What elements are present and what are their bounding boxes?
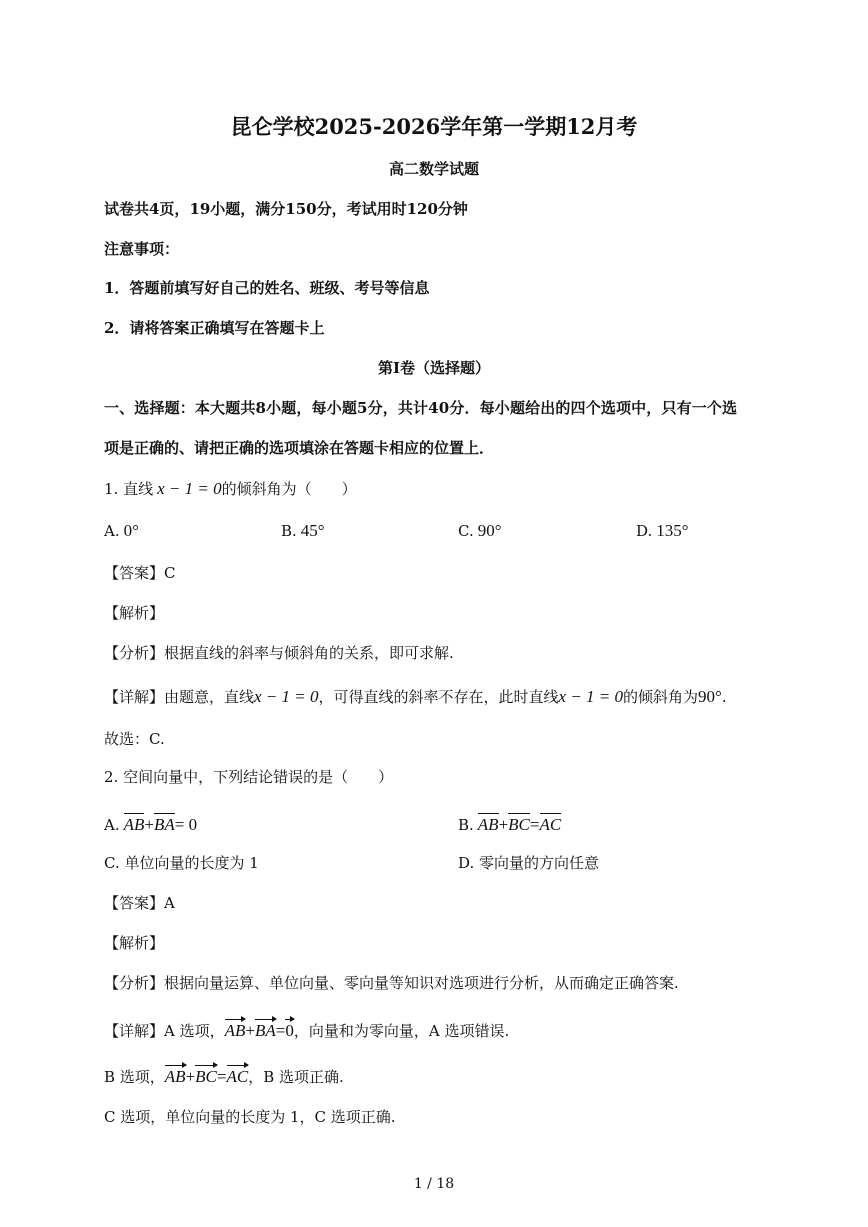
q1-analysis-label: 【解析】 (104, 604, 165, 622)
vector-ab: AB (124, 812, 145, 836)
option-value: 45° (300, 521, 325, 540)
q2-option-d: D. 零向量的方向任意 (458, 854, 600, 872)
detail-text: 【详解】A 选项， (104, 1022, 225, 1040)
vector-bc: BC (195, 1064, 217, 1088)
option-value: 90° (477, 521, 502, 540)
equals-sign: = (529, 815, 540, 834)
q1-option-c (458, 520, 502, 542)
notice-title: 注意事项： (104, 240, 180, 258)
option-value: 135° (656, 521, 689, 540)
vector-ba: BA (255, 1018, 276, 1042)
detail-text: 的倾斜角为 (623, 688, 699, 706)
option-label: B. (281, 522, 297, 540)
page-subtitle: 高二数学试题 (388, 160, 479, 178)
q2-stem: 2. 空间向量中，下列结论错误的是（ ） (104, 768, 394, 786)
option-label: D. (636, 522, 653, 540)
vector-ac: AC (227, 1064, 249, 1088)
vector-ab: AB (165, 1064, 186, 1088)
equals-zero: = 0 (174, 815, 198, 834)
q1-answer: 【答案】C (104, 564, 176, 582)
q1-option-a (104, 520, 139, 542)
plus-sign: + (498, 815, 509, 834)
notice-item-1: 1．答题前填写好自己的姓名、班级、考号等信息 (104, 279, 430, 297)
page-number: 1 / 18 (413, 1176, 455, 1192)
equals-sign: = (216, 1067, 227, 1086)
zero-vector: 0 (285, 1018, 294, 1042)
vector-ba: BA (154, 812, 175, 836)
detail-angle: 90° (698, 687, 722, 706)
q1-option-b (281, 520, 325, 542)
q1-analysis-text: 【分析】根据直线的斜率与倾斜角的关系，即可求解. (104, 644, 454, 662)
q1-prefix: 1. 直线 (104, 480, 154, 498)
q1-stem (104, 478, 357, 500)
q1-option-d (636, 520, 689, 542)
q2-detail-b (104, 1064, 344, 1088)
detail-text: ，向量和为零向量，A 选项错误. (293, 1022, 510, 1040)
notice-item-2: 2．请将答案正确填写在答题卡上 (104, 319, 325, 337)
vector-ab: AB (225, 1018, 246, 1042)
plus-sign: + (185, 1067, 196, 1086)
exam-info: 试卷共4页，19小题，满分150分，考试用时120分钟 (104, 200, 468, 218)
q2-answer: 【答案】A (104, 894, 175, 912)
q2-option-c: C. 单位向量的长度为 1 (104, 854, 259, 872)
q1-suffix: 的倾斜角为（ ） (221, 480, 357, 498)
option-label: C. (458, 522, 474, 540)
option-label: B. (458, 816, 474, 834)
vector-ac: AC (540, 812, 562, 836)
section-instruction-1: 一、选择题：本大题共8小题，每小题5分，共计40分．每小题给出的四个选项中，只有一个选 (104, 399, 738, 417)
q2-option-a (104, 812, 197, 836)
q2-detail-c: C 选项，单位向量的长度为 1，C 选项正确. (104, 1108, 396, 1126)
plus-sign: + (144, 815, 154, 834)
q2-option-b (458, 812, 561, 836)
vector-ab: AB (478, 812, 499, 836)
q2-analysis-label: 【解析】 (104, 934, 165, 952)
detail-equation: x − 1 = 0 (558, 687, 624, 706)
detail-text: 【详解】由题意，直线 (104, 688, 255, 706)
detail-period: . (721, 688, 727, 706)
q2-analysis-text: 【分析】根据向量运算、单位向量、零向量等知识对选项进行分析，从而确定正确答案. (104, 974, 679, 992)
q1-detail (104, 686, 727, 708)
section-title: 第I卷（选择题） (377, 359, 491, 377)
q1-equation: x − 1 = 0 (157, 479, 222, 498)
equals-sign: = (275, 1021, 286, 1040)
detail-equation: x − 1 = 0 (254, 687, 319, 706)
vector-bc: BC (508, 812, 530, 836)
page-title: 昆仑学校2025-2026学年第一学期12月考 (230, 114, 638, 139)
option-label: A. (104, 522, 120, 540)
detail-text: ，B 选项正确. (248, 1068, 344, 1086)
q1-conclusion: 故选：C. (104, 730, 165, 748)
option-value: 0° (123, 521, 139, 540)
detail-text: B 选项， (104, 1068, 165, 1086)
option-label: A. (104, 816, 120, 834)
section-instruction-2: 项是正确的、请把正确的选项填涂在答题卡相应的位置上． (104, 439, 495, 457)
q2-detail-a (104, 1018, 509, 1042)
detail-text: ，可得直线的斜率不存在，此时直线 (318, 688, 559, 706)
plus-sign: + (245, 1021, 255, 1040)
